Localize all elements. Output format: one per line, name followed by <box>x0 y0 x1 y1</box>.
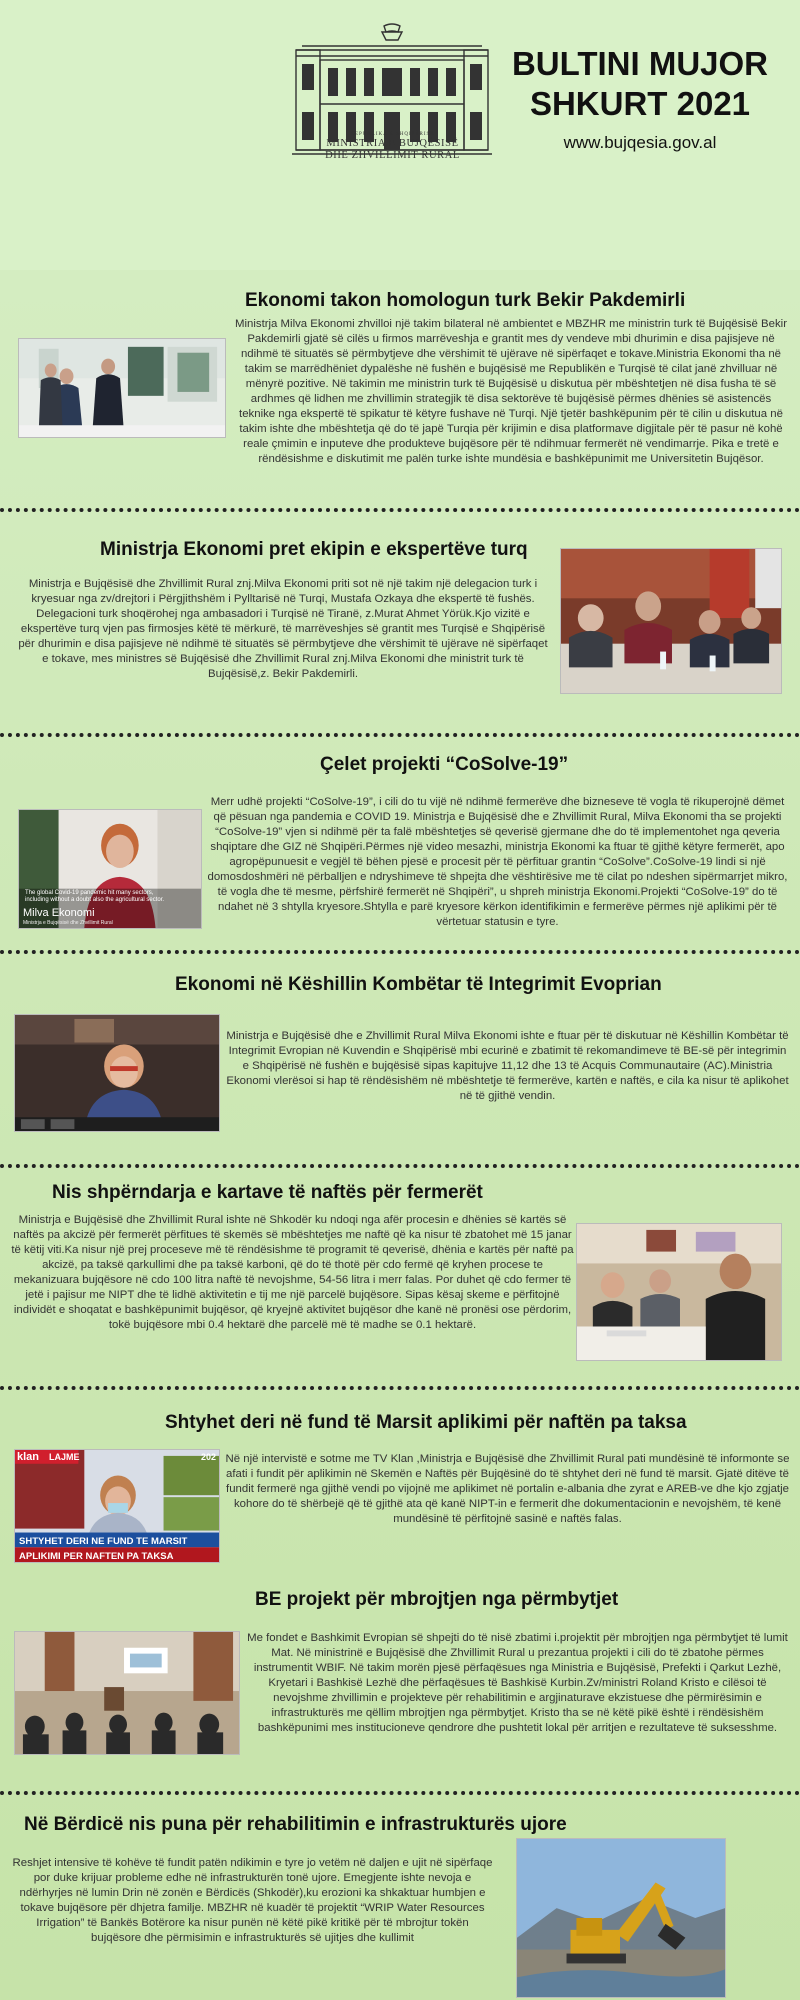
article-body: Në një intervistë e sotme me TV Klan ,Ministrja e Bujqësisë dhe Zhvillimit Rural pati mundësinë të informonte se afati i fundit për aplikimin në Skemën e Naftës për Bujqësinë do të shtyhet deri në fund të marsit. Gjatë ditëve të fundit fermerë nga gjithë vendi po vijojnë me aplikimet në portalin e-albania dhe zyrat e AREB-ve dhe kjo zgjatje kohore do të shërbejë që të gjithë ata që kanë NIPT-in e fermerit dhe dokumentacionin e nevojshëm, të kenë mundësinë të përfitojnë sasinë e naftës falas. <box>225 1453 790 1525</box>
article-body: Merr udhë projekti “CoSolve-19”, i cili do tu vijë në ndihmë fermerëve dhe bizneseve të vogla të rikuperojnë dëmet që pësuan nga pandemia e COVID 19. Ministrja e Bujqësisë dhe e Zhvillimit Rural, Milva Ekonomi tha se projekti “CoSolve-19” vjen si ndihmë për ta falë mbështetjes së qeverisë gjermane dhe do të implementohet nga qeveria shqiptare dhe GIZ në Shqipëri.Përmes një video mesazhi, ministrja Ekonomi ka ftuar të gjithë këtyre fermerët, apo agropëpunuesit e vegjël të bëhen pjesë e procesit për të përfituar grantin “CoSolve”.CoSolve-19 lindi si një domosdoshmëri në përballjen e ndryshimeve të shpejta dhe vështirësive me të cilat po ndeshen sipërmarrjet mikro, të vogla dhe të mesme, përfshirë fermerët në Shqipëri”, u shpreh ministrja Ekonomi.Projekti “CoSolve-19” do të ndahet në 3 shtylla kryesore.Shtylla e parë kryesore kërkon identifikimin e fermerëve përmes një aplikimi për të vërtetuar statusin e tyre. <box>207 796 788 928</box>
article-title: Ekonomi në Këshillin Kombëtar të Integrimit Evoprian <box>175 974 662 995</box>
article-flood-protection <box>0 1579 800 1789</box>
article-title: BE projekt për mbrojtjen nga përmbytjet <box>255 1589 619 1610</box>
country-name: REPUBLIKA E SHQIPËRISË <box>350 132 435 137</box>
article-fuel-deadline <box>0 1389 800 1579</box>
article-body: Ministrja Milva Ekonomi zhvilloi një takim bilateral në ambientet e MBZHR me ministrin turk të Bujqësisë Bekir Pakdemirli gjatë së cilës u firmos marrëveshja e grantit mes dy vendeve mbi dhurimin e disa pajisjeve në ndihmë të situatës së përmbytjeve dhe vërshimit të ujërave në sipërfaqet e tokave.Ministria Ekonomi tha në takim se marrëdhëniet dypalëshe në fushën e bujqësisë me Republikën e Turqisë të cilat janë zhvilluar në mënyrë pozitive. Në takimin me ministrin turk të Bujqësisë u diskutua për mbështetjen në disa fusha të së ardhmes që lidhen me zhvillimin strategjik të disa sektorëve të bujqësisë përmes dhënies së asistencës teknike nga ekspertë të spikatur të këtyre fushave në Turqi. Një tjetër bashkëpunim për të cilin u diskutua në takim ishte dhe mbështetja që do të japë Turqia për krijimin e disa platformave digjitale për të pasur në kohë reale çmimin e inputeve dhe produkteve bujqësore për të ndihmuar fermerët në vendimarrje. Pika e tretë e rëndësishme e diskutimit me palën turke ishte mundësia e bashkëpunimit me Universitetin Bujqësor. <box>234 318 787 465</box>
article-photo-delegation <box>560 548 782 694</box>
article-cosolve <box>0 737 800 947</box>
article-title: Në Bërdicë nis puna për rehabilitimin e infrastrukturës ujore <box>24 1814 567 1835</box>
ministry-name-line1: MINISTRIA E BUJQËSISË <box>326 137 459 149</box>
article-body: Me fondet e Bashkimit Evropian së shpejti do të nisë zbatimi i.projektit për mbrojtjen nga përmbytjet të lumit Mat. Në ministrinë e Bujqësisë dhe Zhvillimit Rural u prezantua projekti i cili do të zbatohe përmes instrumentit WBIF. Në takim morën pjesë përfaqësues nga Ministria e Bujqësisë, Prefekti i Qarkut Lezhë, Kryetari i Bashkisë Lezhë dhe përfaqësues të Bashkisë Kurbin.Zv/ministri Roland Kristo e cilësoi të nevojshme zhvillimin e projekteve për rehabilitimin e argjinaturave ekzistuese dhe përmirësimin e infrastrukturës me qëllim mbrojtjen nga përmbytjet. Kristo tha se në këtë pikë është i rëndësishëm bashkëpunimi mes institucioneve qendrore dhe pushtetit lokal për arritjen e rezultateve të suksesshme. <box>247 1632 788 1734</box>
article-body: Ministrja e Bujqësisë dhe e Zhvillimit Rural Milva Ekonomi ishte e ftuar për të diskutuar në Këshillin Kombëtar të Integrimit Evropian në Kuvendin e Shqipërisë mbi ecurinë e zbatimit të rekomandimeve të BE-së për integrimin e Shqipërisë në fushën e bujqësisë sipas kapitujve 11,12 dhe 13 të Acquis Communautaire (AC).Ministria Ekonomi vlerësoi si hap të rëndësishëm në mbështetje të fermerëve, kartën e naftës, e cila ka nisur të aplikohet në të gjithë vendin. <box>226 1030 789 1102</box>
caption-quote: The global Covid-19 pandemic hit many sectors, including without a doubt also the agricultural sector. <box>25 890 165 903</box>
tv-year-tag: 202 <box>201 1452 217 1462</box>
article-title: Shtyhet deri në fund të Marsit aplikimi për naftën pa taksa <box>165 1412 687 1433</box>
article-berdica-rehabilitation <box>0 1794 800 2000</box>
article-photo-video-message <box>18 809 202 929</box>
tv-banner-line2: APLIKIMI PER NAFTEN PA TAKSA <box>19 1551 174 1562</box>
tv-banner-line1: SHTYHET DERI NE FUND TE MARSIT <box>19 1536 188 1547</box>
article-photo-card-distribution <box>576 1223 782 1361</box>
website-link[interactable]: www.bujqesia.gov.al <box>563 133 717 152</box>
caption-name: Milva Ekonomi <box>23 907 95 919</box>
bulletin-title-line2: SHKURT 2021 <box>529 85 751 122</box>
article-title: Çelet projekti “CoSolve-19” <box>320 754 569 775</box>
article-fuel-cards <box>0 1168 800 1383</box>
tv-news-tag: LAJME <box>49 1452 80 1462</box>
article-title: Nis shpërndarja e kartave të naftës për fermerët <box>52 1182 483 1203</box>
ministry-name-line2: DHE ZHVILLIMIT RURAL <box>325 149 460 161</box>
article-integration-council <box>0 952 800 1162</box>
article-photo-video-call <box>14 1014 220 1132</box>
article-photo-presentation <box>14 1631 240 1755</box>
article-title: Ministrja Ekonomi pret ekipin e ekspertëve turq <box>100 539 528 560</box>
article-photo-tv-interview <box>14 1449 220 1563</box>
bulletin-title <box>500 44 780 124</box>
caption-role: Ministrja e Bujqësisë dhe Zhvillimit Rural <box>23 920 113 926</box>
bulletin-title-line1: BULTINI MUJOR <box>511 45 769 82</box>
article-body: Reshjet intensive të kohëve të fundit patën ndikimin e tyre jo vetëm në daljen e ujit në sipërfaqe por duke krijuar probleme edhe në infrastrukturën tonë ujore. Emegjente ishte nevoja e ndërhyrjes në lumin Drin në zonën e Bërdicës (Shkodër),ku erozioni ka shkaktuar humbjen e tokave bujqësore për dhjetra familje. MBZHR në kuadër të projektit “WRIP Water Resources Irrigation” të Bankës Botërore ka nisur punën në këtë pikë kritikë për të mbrojtur tokën bujqësore dhe përmisimin e infrastrukturës së ujitjes dhe kullimit <box>12 1857 493 1944</box>
article-body: Ministrja e Bujqësisë dhe Zhvillimit Rural ishte në Shkodër ku ndoqi nga afër procesin e dhënies së kartës së naftës pa akcizë për fermerët përfitues të skemës së mbështetjes me naftë që ka nisur të zbatohet më 15 janar të këtij viti.Ka nisur një prej proceseve më të rëndësishme të programit të qeverisë, dhënia e kartës për naftë pa akcizë, pa taksë qarkullimi dhe pa taksë karboni, që do të thotë për cdo fermë që kryhen procese te mekanizuara bujqësore në cdo 100 litra naftë të nevojshme, 54-56 litra i merr falas. Por duhet që cdo fermer të jetë i pajisur me NIPT dhe të lidhë aktivitetin e tij me një parcelë bujqësore. Sipas kësaj skeme e përfitojnë individët e shoqatat e bashkëpunimit bujqësor, që kryejnë aktivitet bujqësor dhe kanë në pronësi ose përdorim, tokë bujqësore mbi 0.4 hektarë dhe parcelë më të madhe se 0.1 hektarë. <box>11 1214 574 1331</box>
article-photo-meeting <box>18 338 226 438</box>
article-turkish-minister <box>0 280 800 505</box>
tv-channel-logo: klan <box>17 1451 40 1463</box>
article-title: Ekonomi takon homologun turk Bekir Pakdemirli <box>245 290 686 311</box>
video-caption <box>19 810 202 929</box>
article-photo-excavator <box>516 1838 726 1998</box>
article-turkish-experts <box>0 512 800 730</box>
article-body: Ministrja e Bujqësisë dhe Zhvillimit Rural znj.Milva Ekonomi priti sot në një takim një delegacion turk i kryesuar nga zv/drejtori i Përgjithshëm i Pylltarisë në Turqi, Mustafa Ozkaya dhe ekspertë të fushës. Delegacioni turk shoqërohej nga ambasadori i Turqisë në Tiranë, z.Murat Ahmet Yörük.Kjo vizitë e ekspertëve turq vjen pas firmosjes këtë të mërkurë, të marrëveshjes së grantit mes Turqisë e Shqipërisë për dhurimin e disa pajisjeve në ndihmë të situatës së përmbytjeve dhe vërshimit të ujërave në sipërfaqet e tokave, mes ministres së Bujqësisë dhe Zhvillimit Rural znj.Milva Ekonomi dhe ministrit turk të Bujqësisë,z. Bekir Pakdemirli. <box>18 578 548 680</box>
ministry-name <box>290 132 495 162</box>
bulletin-header <box>0 0 800 270</box>
